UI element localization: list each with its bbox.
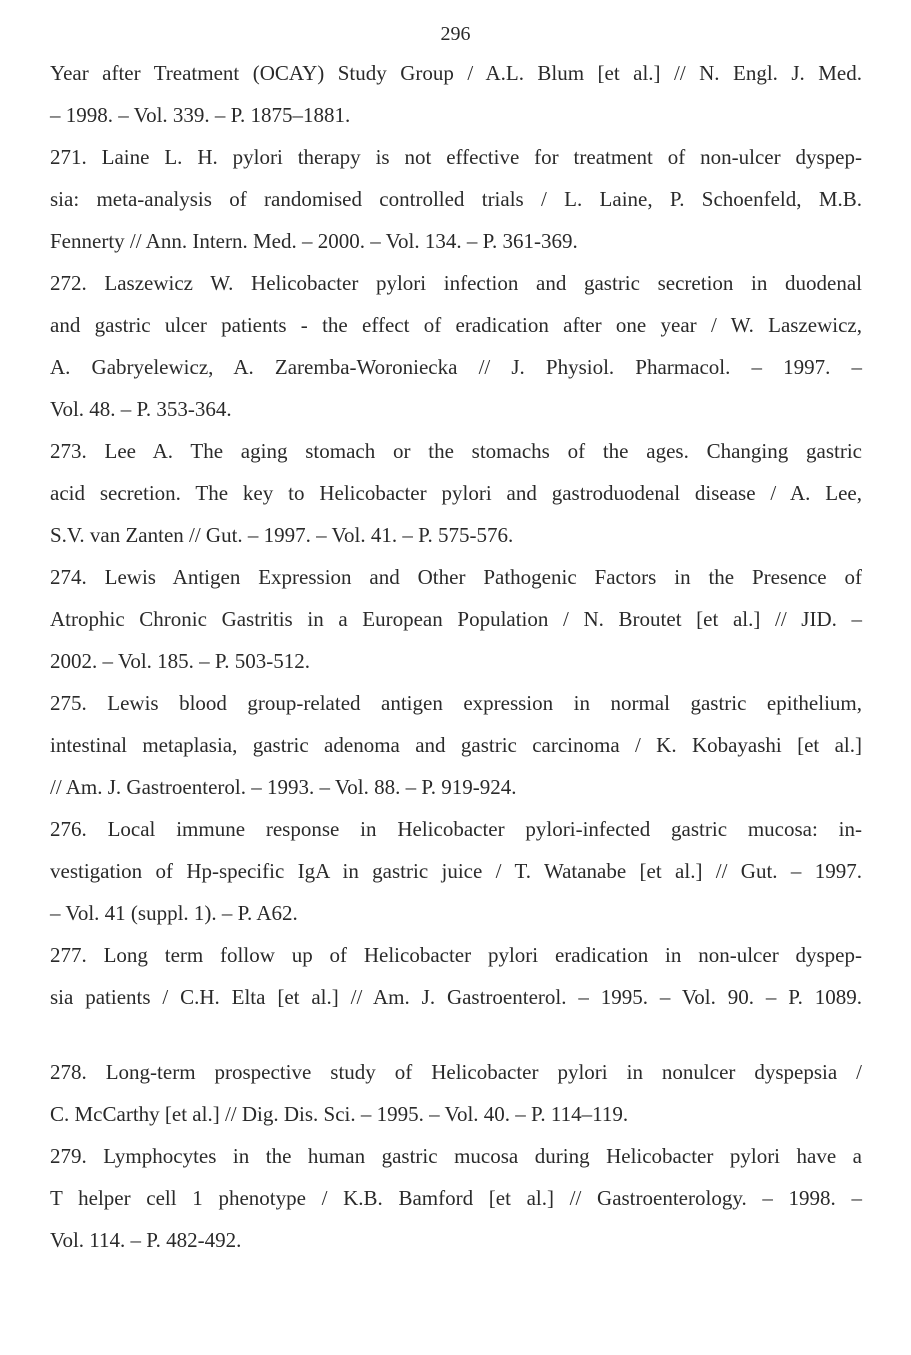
reference-line: Vol. 48. – P. 353-364.	[50, 397, 232, 421]
reference-line: vestigation of Hp-specific IgA in gastric juice / T. Watanabe [et al.] // Gut. – 1997.	[50, 859, 862, 883]
reference-line: 275. Lewis blood group-related antigen expression in normal gastric epithelium,	[50, 691, 862, 715]
reference-line: – 1998. – Vol. 339. – P. 1875–1881.	[50, 103, 351, 127]
reference-line: T helper cell 1 phenotype / K.B. Bamford [et al.] // Gastroenterology. – 1998. –	[50, 1186, 862, 1210]
reference-line: 279. Lymphocytes in the human gastric mucosa during Helicobacter pylori have a	[50, 1144, 862, 1168]
reference-line: Vol. 114. – P. 482-492.	[50, 1228, 242, 1252]
reference-line: and gastric ulcer patients - the effect of eradication after one year / W. Laszewicz,	[50, 313, 862, 337]
page-number: 296	[440, 23, 471, 45]
reference-line: intestinal metaplasia, gastric adenoma and gastric carcinoma / K. Kobayashi [et al.]	[50, 733, 862, 757]
reference-line: 276. Local immune response in Helicobacter pylori-infected gastric mucosa: in-	[50, 817, 862, 841]
reference-line: 271. Laine L. H. pylori therapy is not effective for treatment of non-ulcer dyspep-	[50, 145, 862, 169]
reference-line: 2002. – Vol. 185. – P. 503-512.	[50, 649, 311, 673]
reference-line: // Am. J. Gastroenterol. – 1993. – Vol. 88. – P. 919-924.	[50, 775, 517, 799]
reference-line: Atrophic Chronic Gastritis in a European Population / N. Broutet [et al.] // JID. –	[50, 607, 862, 631]
reference-line: Year after Treatment (OCAY) Study Group / A.L. Blum [et al.] // N. Engl. J. Med.	[50, 61, 862, 85]
reference-line: sia patients / C.H. Elta [et al.] // Am. J. Gastroenterol. – 1995. – Vol. 90. – P. 1089.	[50, 985, 862, 1009]
reference-line: 278. Long-term prospective study of Helicobacter pylori in nonulcer dyspepsia /	[50, 1060, 862, 1084]
reference-line: 272. Laszewicz W. Helicobacter pylori infection and gastric secretion in duodenal	[50, 271, 862, 295]
reference-line: S.V. van Zanten // Gut. – 1997. – Vol. 41. – P. 575-576.	[50, 523, 514, 547]
reference-line: A. Gabryelewicz, A. Zaremba-Woroniecka // J. Physiol. Pharmacol. – 1997. –	[50, 355, 862, 379]
reference-line: Fennerty // Ann. Intern. Med. – 2000. – Vol. 134. – P. 361-369.	[50, 229, 578, 253]
reference-line: 277. Long term follow up of Helicobacter pylori eradication in non-ulcer dyspep-	[50, 943, 862, 967]
reference-line: acid secretion. The key to Helicobacter pylori and gastroduodenal disease / A. Lee,	[50, 481, 862, 505]
reference-line: sia: meta-analysis of randomised controlled trials / L. Laine, P. Schoenfeld, M.B.	[50, 187, 862, 211]
reference-line: 274. Lewis Antigen Expression and Other Pathogenic Factors in the Presence of	[50, 565, 862, 589]
reference-list	[50, 52, 862, 1261]
reference-line: – Vol. 41 (suppl. 1). – P. A62.	[50, 901, 298, 925]
reference-line: 273. Lee A. The aging stomach or the stomachs of the ages. Changing gastric	[50, 439, 862, 463]
reference-line: C. McCarthy [et al.] // Dig. Dis. Sci. – 1995. – Vol. 40. – P. 114–119.	[50, 1102, 629, 1126]
